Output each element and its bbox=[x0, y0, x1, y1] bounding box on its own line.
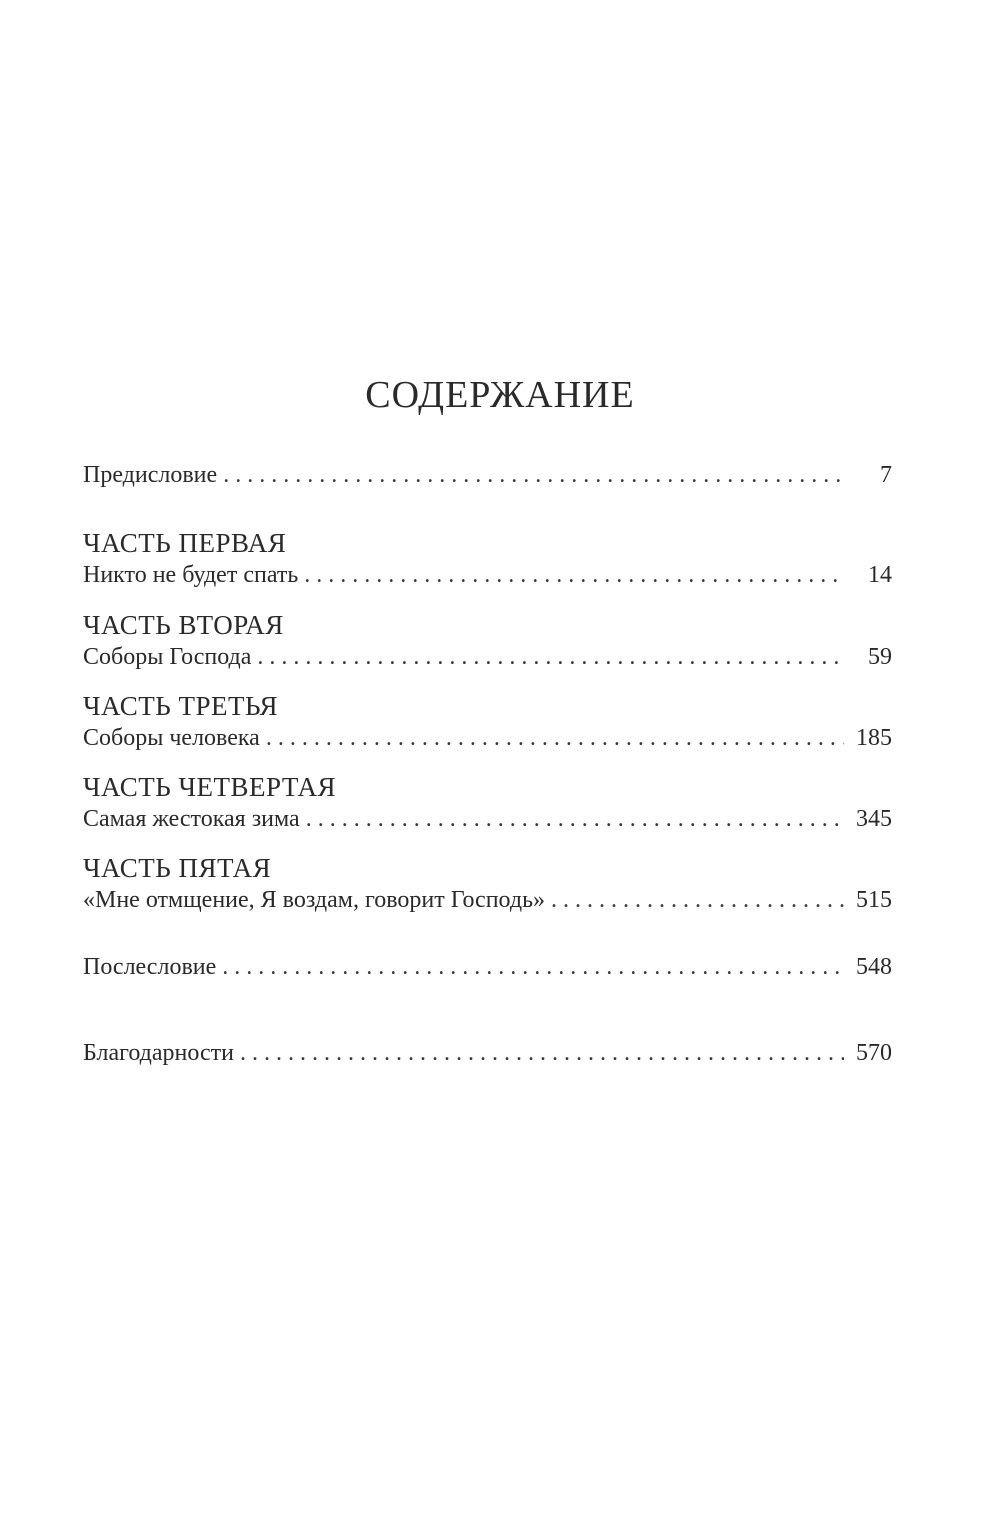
dot-leader bbox=[304, 562, 844, 589]
toc-entry bbox=[83, 562, 892, 589]
toc-entry-acknowledgements bbox=[83, 1040, 892, 1067]
page-number: 14 bbox=[868, 562, 892, 588]
toc-entry-afterword bbox=[83, 954, 892, 981]
dot-leader bbox=[257, 644, 844, 671]
page-number: 345 bbox=[856, 806, 892, 832]
toc-entry bbox=[83, 806, 892, 833]
entry-title: Никто не будет спать bbox=[83, 562, 299, 588]
entry-title: Соборы Господа bbox=[83, 644, 252, 670]
dot-leader bbox=[551, 887, 844, 914]
entry-title: «Мне отмщение, Я воздам, говорит Господь» bbox=[83, 887, 546, 913]
part-heading: ЧАСТЬ ТРЕТЬЯ bbox=[83, 691, 279, 721]
part-heading: ЧАСТЬ ПЯТАЯ bbox=[83, 853, 272, 883]
dot-leader bbox=[222, 954, 844, 981]
dot-leader bbox=[306, 806, 844, 833]
page-number: 185 bbox=[856, 725, 892, 751]
entry-title: Благодарности bbox=[83, 1040, 234, 1066]
dot-leader bbox=[266, 725, 844, 752]
part-heading: ЧАСТЬ ВТОРАЯ bbox=[83, 610, 284, 640]
entry-title: Соборы человека bbox=[83, 725, 260, 751]
part-heading: ЧАСТЬ ПЕРВАЯ bbox=[83, 528, 287, 558]
toc-entry-preface bbox=[83, 462, 892, 489]
entry-title: Самая жестокая зима bbox=[83, 806, 300, 832]
dot-leader bbox=[240, 1040, 844, 1067]
dot-leader bbox=[223, 462, 844, 489]
entry-title: Послесловие bbox=[83, 954, 217, 980]
part-heading: ЧАСТЬ ЧЕТВЕРТАЯ bbox=[83, 772, 336, 802]
page-number: 548 bbox=[856, 954, 892, 980]
toc-entry bbox=[83, 644, 892, 671]
toc-entry bbox=[83, 887, 892, 914]
page-title: СОДЕРЖАНИЕ bbox=[365, 374, 635, 416]
page-number: 7 bbox=[880, 462, 892, 488]
page-number: 515 bbox=[856, 887, 892, 913]
entry-title: Предисловие bbox=[83, 462, 218, 488]
toc-entry bbox=[83, 725, 892, 752]
page-number: 570 bbox=[856, 1040, 892, 1066]
page-number: 59 bbox=[868, 644, 892, 670]
